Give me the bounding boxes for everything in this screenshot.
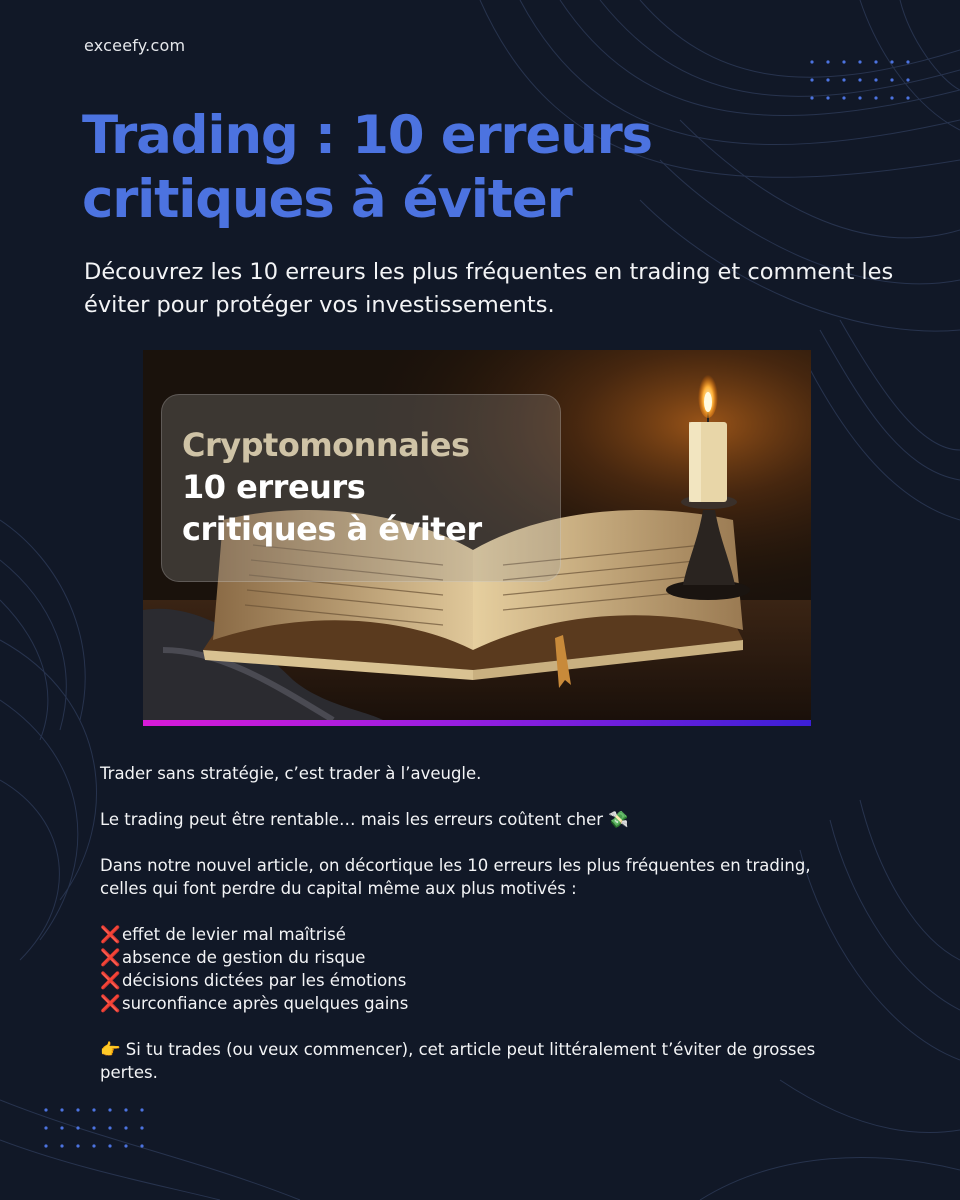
- list-item-text: effet de levier mal maîtrisé: [122, 925, 346, 944]
- site-domain[interactable]: exceefy.com: [84, 36, 186, 55]
- body-paragraph-2: [100, 808, 860, 831]
- body-paragraph-3: Dans notre nouvel article, on décortique les 10 erreurs les plus fréquentes en trading, celles qui font perdre du capital même aux plus motivés :: [100, 856, 811, 898]
- body-paragraph-2-text: Le trading peut être rentable… mais les erreurs coûtent cher: [100, 810, 604, 829]
- body-cta-text: Si tu trades (ou veux commencer), cet article peut littéralement t’éviter de grosses pertes.: [100, 1040, 816, 1082]
- body-paragraph-1: Trader sans stratégie, c’est trader à l’aveugle.: [100, 764, 482, 783]
- mistakes-list: [100, 923, 860, 1015]
- dot-grid-bottom-left: [40, 1104, 150, 1152]
- page-subtitle: Découvrez les 10 erreurs les plus fréquentes en trading et comment les éviter pour protéger vos investissements.: [84, 259, 894, 318]
- cross-mark-icon: ❌: [100, 925, 121, 944]
- dot-grid-top-right: [806, 56, 916, 104]
- body-cta: [100, 1038, 860, 1084]
- title-line-1: Trading : 10 erreurs: [82, 105, 652, 166]
- list-item: [100, 992, 860, 1015]
- list-item-text: absence de gestion du risque: [122, 948, 366, 967]
- list-item: [100, 923, 860, 946]
- hero-title-line-1: Cryptomonnaies: [182, 426, 470, 464]
- list-item: [100, 969, 860, 992]
- cross-mark-icon: ❌: [100, 994, 121, 1013]
- list-item-text: surconfiance après quelques gains: [122, 994, 409, 1013]
- hero-title-line-3: critiques à éviter: [182, 510, 482, 548]
- post-body: [100, 762, 860, 1107]
- pointing-hand-icon: 👉: [100, 1040, 121, 1059]
- hero-title-line-2: 10 erreurs: [182, 468, 366, 506]
- cross-mark-icon: ❌: [100, 971, 121, 990]
- money-flying-icon: 💸: [608, 810, 629, 829]
- page-title: [82, 104, 902, 232]
- hero-accent-bar: [143, 720, 811, 726]
- cross-mark-icon: ❌: [100, 948, 121, 967]
- list-item-text: décisions dictées par les émotions: [122, 971, 407, 990]
- hero-image[interactable]: [143, 350, 811, 720]
- hero-overlay-card: [161, 394, 561, 582]
- list-item: [100, 946, 860, 969]
- title-line-2: critiques à éviter: [82, 169, 572, 230]
